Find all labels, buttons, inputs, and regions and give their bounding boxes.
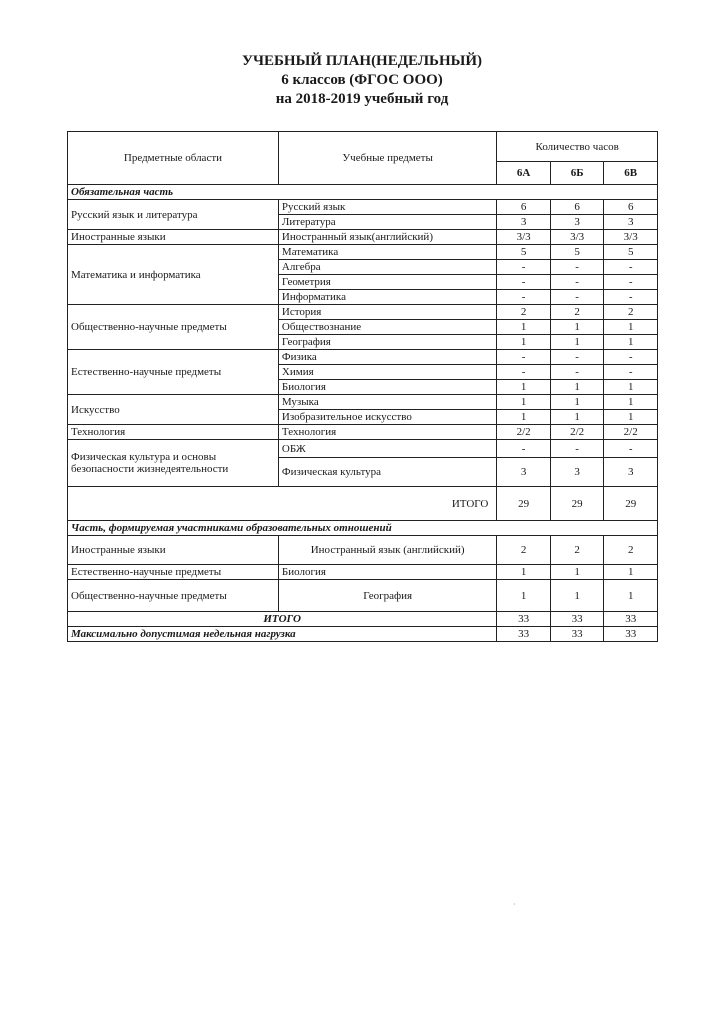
hours-cell: 3 bbox=[604, 458, 658, 487]
area-cell: Физическая культура и основы безопасности жизнедеятельности bbox=[68, 440, 279, 487]
subject-cell: Иностранный язык(английский) bbox=[278, 230, 496, 245]
hours-cell: - bbox=[497, 350, 551, 365]
hours-cell: 1 bbox=[497, 380, 551, 395]
hours-cell: 2/2 bbox=[497, 425, 551, 440]
section-mandatory bbox=[68, 185, 658, 200]
hours-cell: 1 bbox=[604, 335, 658, 350]
max-load-label: Максимально допустимая недельная нагрузка bbox=[68, 627, 497, 642]
total-cell: 29 bbox=[497, 487, 551, 521]
hours-cell: - bbox=[550, 275, 604, 290]
header-class-6v: 6В bbox=[604, 162, 658, 185]
hours-cell: 1 bbox=[550, 410, 604, 425]
header-class-6a: 6А bbox=[497, 162, 551, 185]
hours-cell: - bbox=[497, 365, 551, 380]
scan-speck: · bbox=[513, 900, 516, 909]
hours-cell: 1 bbox=[497, 580, 551, 612]
hours-cell: - bbox=[550, 290, 604, 305]
total-cell: 33 bbox=[550, 612, 604, 627]
subject-cell: География bbox=[278, 335, 496, 350]
area-cell: Естественно-научные предметы bbox=[68, 565, 279, 580]
hours-cell: 1 bbox=[550, 395, 604, 410]
area-cell: Искусство bbox=[68, 395, 279, 425]
hours-cell: 3 bbox=[497, 458, 551, 487]
hours-cell: - bbox=[497, 260, 551, 275]
hours-cell: 2 bbox=[497, 536, 551, 565]
subject-cell: Технология bbox=[278, 425, 496, 440]
hours-cell: 6 bbox=[604, 200, 658, 215]
subject-cell: ОБЖ bbox=[278, 440, 496, 458]
hours-cell: 1 bbox=[497, 410, 551, 425]
hours-cell: - bbox=[497, 290, 551, 305]
hours-cell: 2 bbox=[550, 305, 604, 320]
hours-cell: - bbox=[604, 290, 658, 305]
hours-cell: 6 bbox=[550, 200, 604, 215]
hours-cell: 1 bbox=[604, 410, 658, 425]
area-cell: Русский язык и литература bbox=[68, 200, 279, 230]
subject-row bbox=[68, 350, 658, 365]
hours-cell: - bbox=[550, 365, 604, 380]
formed-row bbox=[68, 580, 658, 612]
subject-cell: Биология bbox=[278, 380, 496, 395]
subject-cell: Иностранный язык (английский) bbox=[278, 536, 496, 565]
max-load-cell: 33 bbox=[550, 627, 604, 642]
hours-cell: 2 bbox=[604, 305, 658, 320]
hours-cell: 1 bbox=[550, 565, 604, 580]
hours-cell: 6 bbox=[497, 200, 551, 215]
subject-row bbox=[68, 230, 658, 245]
hours-cell: 1 bbox=[497, 565, 551, 580]
mandatory-total-label: ИТОГО bbox=[68, 487, 497, 521]
max-load-cell: 33 bbox=[604, 627, 658, 642]
formed-total-row bbox=[68, 612, 658, 627]
hours-cell: - bbox=[497, 440, 551, 458]
subject-row bbox=[68, 245, 658, 260]
formed-total-label: ИТОГО bbox=[68, 612, 497, 627]
hours-cell: 3 bbox=[604, 215, 658, 230]
hours-cell: 1 bbox=[497, 335, 551, 350]
subject-row bbox=[68, 200, 658, 215]
header-subjects: Учебные предметы bbox=[278, 132, 496, 185]
hours-cell: 3/3 bbox=[604, 230, 658, 245]
formed-row bbox=[68, 536, 658, 565]
hours-cell: 1 bbox=[604, 395, 658, 410]
subject-cell: География bbox=[278, 580, 496, 612]
subject-cell: Информатика bbox=[278, 290, 496, 305]
hours-cell: 2/2 bbox=[604, 425, 658, 440]
subject-cell: Геометрия bbox=[278, 275, 496, 290]
area-cell: Естественно-научные предметы bbox=[68, 350, 279, 395]
subject-cell: Физика bbox=[278, 350, 496, 365]
subject-cell: Литература bbox=[278, 215, 496, 230]
subject-cell: Обществознание bbox=[278, 320, 496, 335]
hours-cell: 1 bbox=[604, 565, 658, 580]
subject-cell: Музыка bbox=[278, 395, 496, 410]
mandatory-body bbox=[68, 200, 658, 487]
area-cell: Иностранные языки bbox=[68, 536, 279, 565]
hours-cell: 3 bbox=[550, 215, 604, 230]
subject-cell: Алгебра bbox=[278, 260, 496, 275]
section-mandatory-title: Обязательная часть bbox=[68, 185, 658, 200]
mandatory-total-body bbox=[68, 487, 658, 642]
hours-cell: - bbox=[550, 260, 604, 275]
hours-cell: 2 bbox=[550, 536, 604, 565]
curriculum-table bbox=[67, 131, 658, 642]
subject-row bbox=[68, 395, 658, 410]
hours-cell: - bbox=[604, 260, 658, 275]
hours-cell: 1 bbox=[604, 320, 658, 335]
max-load-cell: 33 bbox=[497, 627, 551, 642]
hours-cell: 5 bbox=[497, 245, 551, 260]
mandatory-total-row bbox=[68, 487, 658, 521]
hours-cell: 3 bbox=[497, 215, 551, 230]
hours-cell: - bbox=[604, 365, 658, 380]
hours-cell: - bbox=[550, 440, 604, 458]
total-cell: 33 bbox=[604, 612, 658, 627]
hours-cell: 1 bbox=[550, 320, 604, 335]
subject-row bbox=[68, 425, 658, 440]
area-cell: Математика и информатика bbox=[68, 245, 279, 305]
area-cell: Иностранные языки bbox=[68, 230, 279, 245]
document-title bbox=[0, 52, 724, 109]
hours-cell: 3/3 bbox=[550, 230, 604, 245]
header-row bbox=[68, 132, 658, 162]
total-cell: 29 bbox=[604, 487, 658, 521]
total-cell: 29 bbox=[550, 487, 604, 521]
hours-cell: 1 bbox=[550, 580, 604, 612]
hours-cell: 1 bbox=[497, 395, 551, 410]
section-formed bbox=[68, 521, 658, 536]
subject-cell: Физическая культура bbox=[278, 458, 496, 487]
hours-cell: - bbox=[604, 275, 658, 290]
subject-cell: Изобразительное искусство bbox=[278, 410, 496, 425]
hours-cell: 1 bbox=[497, 320, 551, 335]
area-cell: Технология bbox=[68, 425, 279, 440]
subject-cell: Русский язык bbox=[278, 200, 496, 215]
max-load-row bbox=[68, 627, 658, 642]
title-line-3: на 2018-2019 учебный год bbox=[275, 91, 449, 107]
subject-cell: Математика bbox=[278, 245, 496, 260]
formed-row bbox=[68, 565, 658, 580]
section-formed-title: Часть, формируемая участниками образовательных отношений bbox=[68, 521, 658, 536]
title-line-2: 6 классов (ФГОС ООО) bbox=[281, 72, 443, 88]
hours-cell: - bbox=[604, 440, 658, 458]
hours-cell: 3 bbox=[550, 458, 604, 487]
hours-cell: 2 bbox=[604, 536, 658, 565]
subject-row bbox=[68, 305, 658, 320]
subject-cell: Биология bbox=[278, 565, 496, 580]
area-cell: Общественно-научные предметы bbox=[68, 580, 279, 612]
hours-cell: 2 bbox=[497, 305, 551, 320]
hours-cell: 1 bbox=[550, 335, 604, 350]
hours-cell: 3/3 bbox=[497, 230, 551, 245]
hours-cell: - bbox=[497, 275, 551, 290]
hours-cell: - bbox=[604, 350, 658, 365]
hours-cell: - bbox=[550, 350, 604, 365]
hours-cell: 1 bbox=[604, 580, 658, 612]
header-hours: Количество часов bbox=[497, 132, 658, 162]
header-class-6b: 6Б bbox=[550, 162, 604, 185]
title-line-1: УЧЕБНЫЙ ПЛАН(НЕДЕЛЬНЫЙ) bbox=[241, 53, 483, 69]
subject-cell: Химия bbox=[278, 365, 496, 380]
area-cell: Общественно-научные предметы bbox=[68, 305, 279, 350]
header-areas: Предметные области bbox=[68, 132, 279, 185]
subject-row bbox=[68, 440, 658, 458]
hours-cell: 2/2 bbox=[550, 425, 604, 440]
hours-cell: 1 bbox=[550, 380, 604, 395]
hours-cell: 5 bbox=[550, 245, 604, 260]
total-cell: 33 bbox=[497, 612, 551, 627]
subject-cell: История bbox=[278, 305, 496, 320]
hours-cell: 1 bbox=[604, 380, 658, 395]
hours-cell: 5 bbox=[604, 245, 658, 260]
